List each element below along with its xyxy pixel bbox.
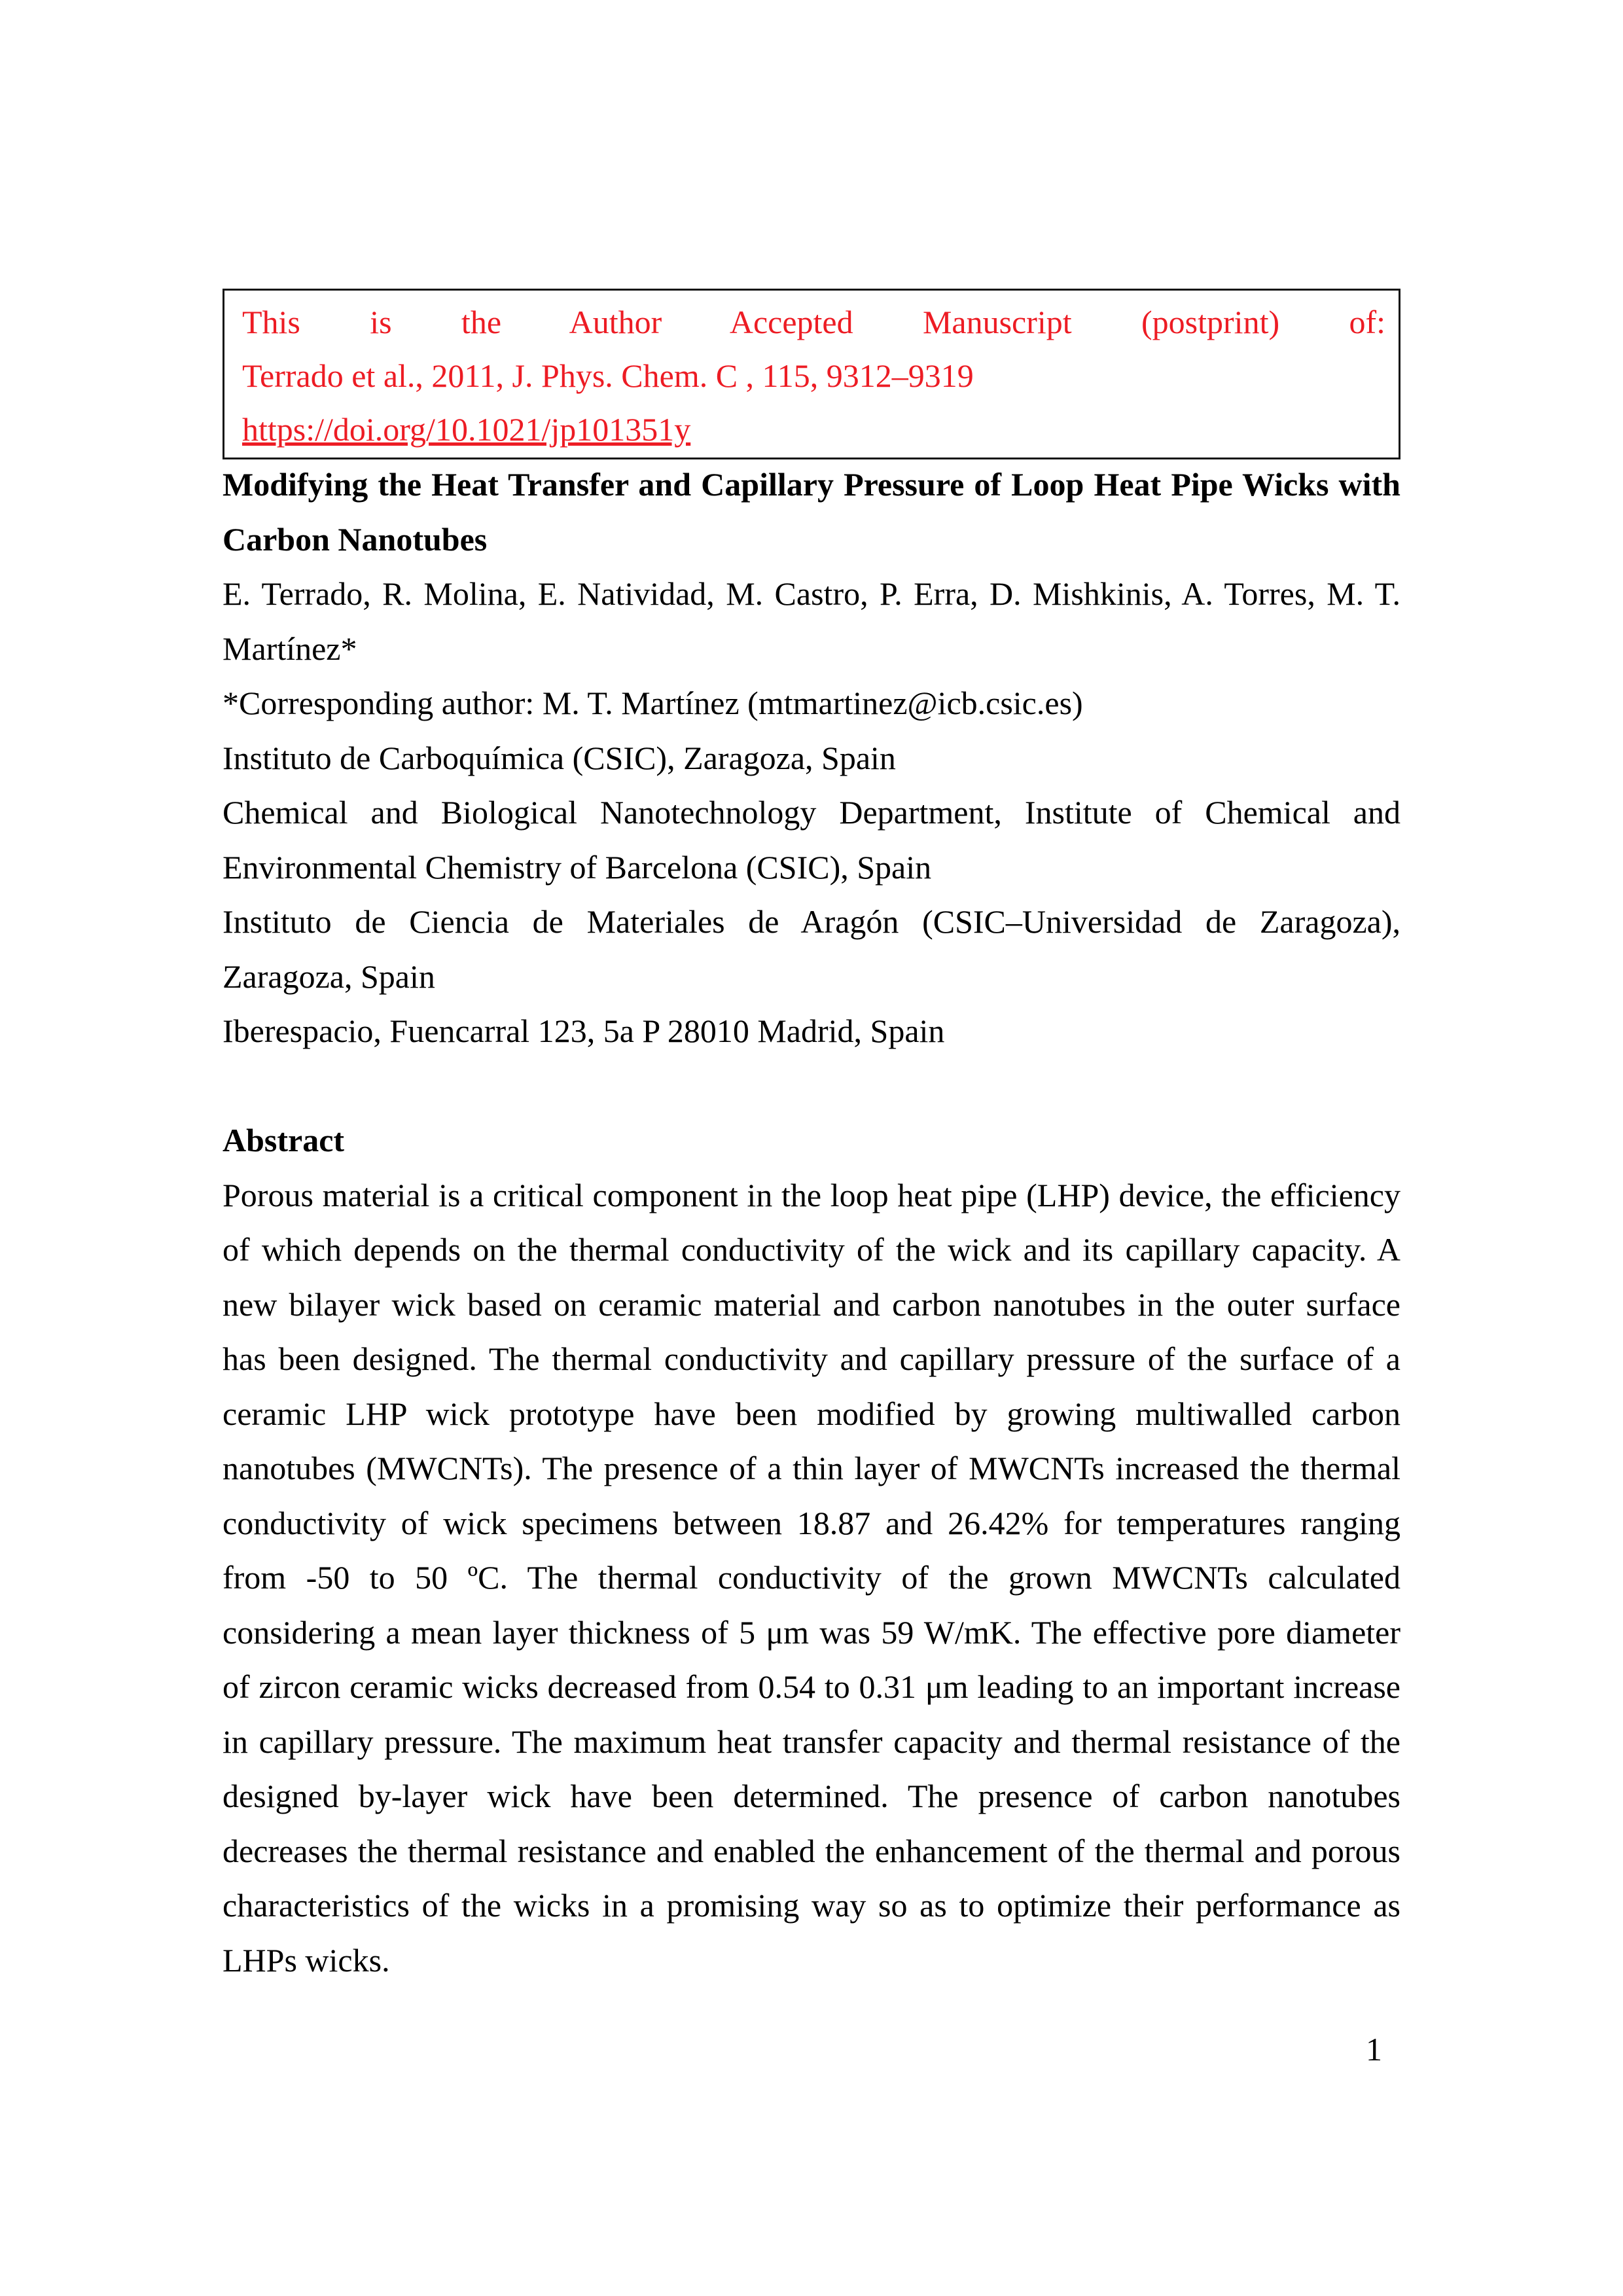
spacer-line xyxy=(223,1059,1400,1114)
abstract-line-9: considering a mean layer thickness of 5 μm was 59 W/mK. The effective pore diameter xyxy=(223,1613,1400,1651)
abstract-line-11: in capillary pressure. The maximum heat transfer capacity and thermal resistance of the xyxy=(223,1723,1400,1760)
authors-line-1: E. Terrado, R. Molina, E. Natividad, M. Castro, P. Erra, D. Mishkinis, A. Torres, M. T. xyxy=(223,575,1400,612)
abstract-line-13: decreases the thermal resistance and enabled the enhancement of the thermal and porous xyxy=(223,1832,1400,1869)
abstract-line-14: characteristics of the wicks in a promising way so as to optimize their performance as xyxy=(223,1887,1400,1924)
abstract-line-12: designed by-layer wick have been determined. The presence of carbon nanotubes xyxy=(223,1778,1400,1814)
corresponding-author-line: *Corresponding author: M. T. Martínez (mtmartinez@icb.csic.es) xyxy=(223,685,1083,721)
doi-link[interactable]: https://doi.org/10.1021/jp101351y xyxy=(242,411,691,448)
affiliation-line-2: Chemical and Biological Nanotechnology Department, Institute of Chemical and xyxy=(223,794,1400,831)
abstract-line-15: LHPs wicks. xyxy=(223,1941,390,1979)
affiliation-line-4: Instituto de Ciencia de Materiales de Aragón (CSIC–Universidad de Zaragoza), xyxy=(223,903,1400,940)
abstract-line-5: ceramic LHP wick prototype have been modified by growing multiwalled carbon xyxy=(223,1395,1400,1432)
postprint-notice-box xyxy=(223,289,1400,459)
postprint-citation-line: Terrado et al., 2011, J. Phys. Chem. C , 115, 9312–9319 xyxy=(242,357,974,394)
abstract-line-8: from -50 to 50 ºC. The thermal conductivity of the grown MWCNTs calculated xyxy=(223,1559,1400,1596)
affiliation-line-6: Iberespacio, Fuencarral 123, 5a P 28010 Madrid, Spain xyxy=(223,1013,945,1049)
postprint-doi-line xyxy=(242,403,1385,456)
abstract-line-6: nanotubes (MWCNTs). The presence of a thin layer of MWCNTs increased the thermal xyxy=(223,1450,1400,1486)
abstract-line-10: of zircon ceramic wicks decreased from 0.54 to 0.31 μm leading to an important increase xyxy=(223,1668,1400,1705)
text-flow xyxy=(223,457,1400,1988)
abstract-line-2: of which depends on the thermal conductivity of the wick and its capillary capacity. A xyxy=(223,1231,1400,1268)
postprint-notice-line-1: This is the Author Accepted Manuscript (postprint) of: xyxy=(242,304,1385,340)
affiliation-line-3: Environmental Chemistry of Barcelona (CSIC), Spain xyxy=(223,848,932,886)
abstract-line-7: conductivity of wick specimens between 18.87 and 26.42% for temperatures ranging xyxy=(223,1504,1400,1541)
abstract-line-3: new bilayer wick based on ceramic material and carbon nanotubes in the outer surface xyxy=(223,1285,1400,1323)
affiliation-line-5: Zaragoza, Spain xyxy=(223,958,435,995)
paper-title-line-1: Modifying the Heat Transfer and Capillary Pressure of Loop Heat Pipe Wicks with xyxy=(223,466,1400,503)
abstract-line-4: has been designed. The thermal conductivity and capillary pressure of the surface of a xyxy=(223,1340,1400,1377)
abstract-heading: Abstract xyxy=(223,1122,345,1158)
paper-title-line-2: Carbon Nanotubes xyxy=(223,520,488,558)
page-number: 1 xyxy=(1366,2031,1382,2068)
authors-line-2: Martínez* xyxy=(223,630,357,667)
affiliation-line-1: Instituto de Carboquímica (CSIC), Zaragoza, Spain xyxy=(223,739,896,776)
abstract-line-1: Porous material is a critical component in the loop heat pipe (LHP) device, the efficiency xyxy=(223,1176,1400,1213)
